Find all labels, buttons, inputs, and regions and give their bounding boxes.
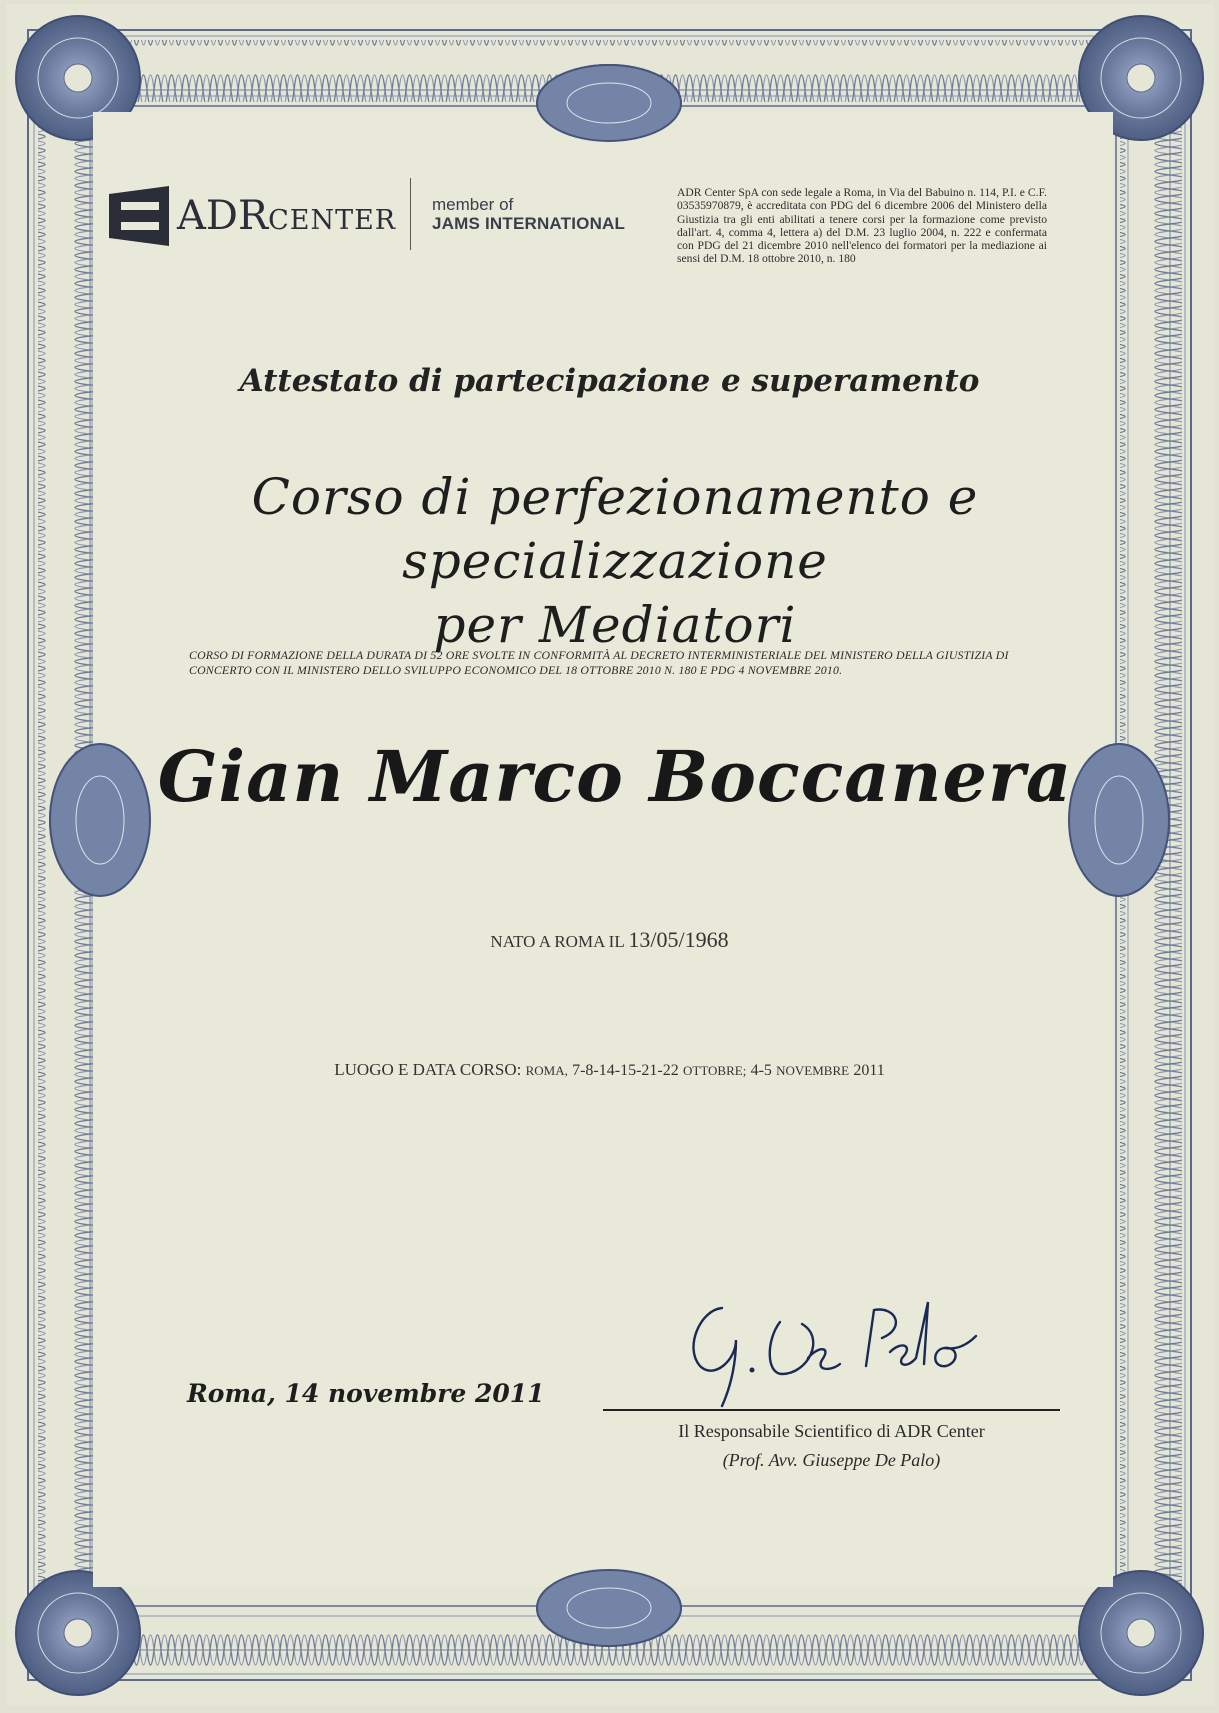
logo-wordmark: ADRCENTER [177, 193, 397, 239]
adr-logo-mark-icon [103, 184, 173, 248]
place-year: 2011 [853, 1062, 885, 1079]
signature-line [603, 1409, 1060, 1411]
course-title [120, 465, 1110, 657]
place-city: ROMA, [525, 1063, 568, 1078]
issue-date: Roma, 14 novembre 2011 [187, 1379, 545, 1408]
birth-date: 13/05/1968 [628, 927, 729, 952]
member-of-label: member of [432, 195, 514, 214]
accreditation-notice: ADR Center SpA con sede legale a Roma, in Via del Babuino n. 114, P.I. e C.F. 03535970879, è accreditata con PDG del 6 dicembre 2006 del Ministero della Giustizia tra gli enti abilitati a tenere corsi per la formazione come previsto dall'art. 4, comma 4, lettera a) del D.M. 23 luglio 2004, n. 222 e confermata con PDG del 21 dicembre 2010 nell'elenco dei formatori per la mediazione ai sensi del D.M. 18 ottobre 2010, n. 180 [677, 186, 1047, 266]
certificate-heading: Attestato di partecipazione e superamento [239, 363, 980, 399]
birth-info [0, 927, 1219, 953]
signer-block [603, 1417, 1060, 1475]
signer-role: Il Responsabile Scientifico di ADR Center [678, 1421, 985, 1441]
recipient-name: Gian Marco Boccanera [157, 735, 1073, 818]
adr-center-logo [103, 181, 396, 251]
place-month-november: NOVEMBRE [776, 1063, 850, 1078]
course-title-line-1: Corso di perfezionamento e specializzazione [251, 468, 979, 590]
place-label: LUOGO E DATA CORSO: [334, 1060, 522, 1079]
birth-prefix: NATO A ROMA IL [490, 932, 625, 951]
logo-divider [410, 178, 411, 250]
course-duration-text: CORSO DI FORMAZIONE DELLA DURATA DI 52 ORE SVOLTE IN CONFORMITÀ AL DECRETO INTERMINISTERIALE DEL MINISTERO DELLA GIUSTIZIA DI CONCERTO CON IL MINISTERO DELLO SVILUPPO ECONOMICO DEL 18 OTTOBRE 2010 N. 180 E PDG 4 NOVEMBRE 2010. [189, 648, 1009, 677]
handwritten-signature [670, 1288, 1000, 1408]
jams-international-label: JAMS INTERNATIONAL [432, 214, 626, 233]
course-title-line-2: per Mediatori [433, 596, 797, 654]
jams-membership [432, 196, 625, 233]
place-month-october: OTTOBRE; [682, 1063, 747, 1078]
signer-name: (Prof. Avv. Giuseppe De Palo) [722, 1450, 941, 1470]
course-place-dates [0, 1060, 1219, 1080]
place-days-november: 4-5 [750, 1062, 772, 1079]
place-days-october: 7-8-14-15-21-22 [572, 1062, 679, 1079]
